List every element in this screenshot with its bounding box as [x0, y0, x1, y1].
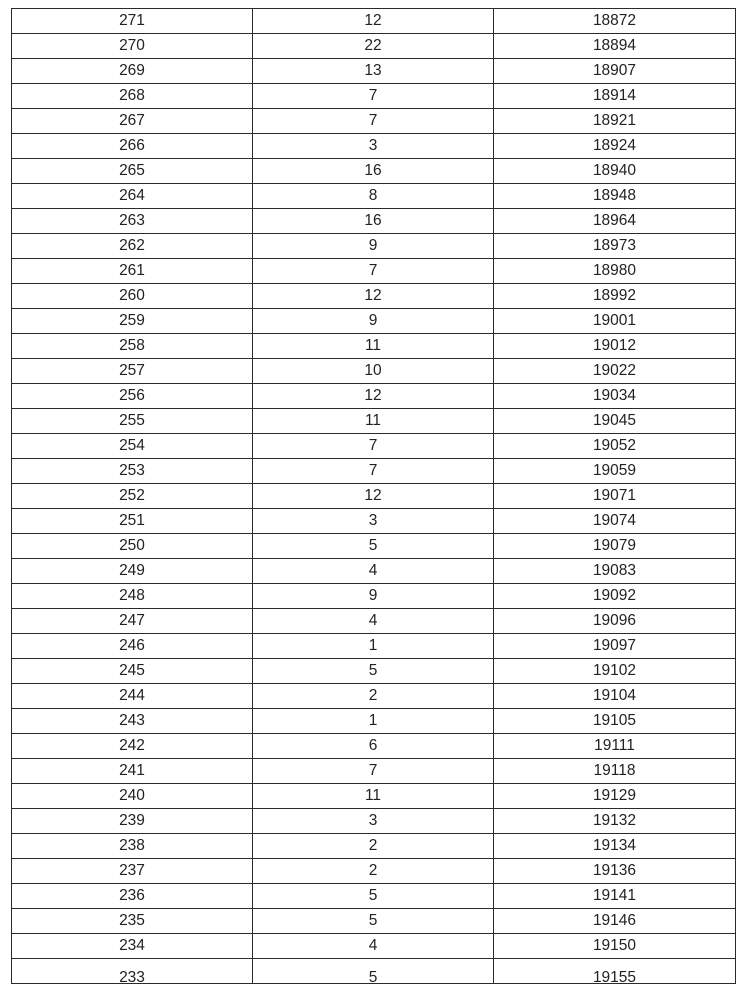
cell-cumulative: 19105	[494, 709, 736, 734]
cell-count: 9	[253, 309, 494, 334]
table-row	[12, 409, 736, 434]
cell-score: 250	[12, 534, 253, 559]
table-row	[12, 259, 736, 284]
cell-cumulative: 19001	[494, 309, 736, 334]
table-row	[12, 859, 736, 884]
cell-count: 13	[253, 59, 494, 84]
table-row	[12, 784, 736, 809]
cell-count: 2	[253, 859, 494, 884]
cell-cumulative: 19079	[494, 534, 736, 559]
cell-cumulative: 19134	[494, 834, 736, 859]
table-row	[12, 584, 736, 609]
table-row	[12, 734, 736, 759]
cell-score: 268	[12, 84, 253, 109]
table-row-partial	[12, 959, 736, 984]
cell-score: 253	[12, 459, 253, 484]
cell-cumulative: 19092	[494, 584, 736, 609]
cell-score: 271	[12, 9, 253, 34]
table-row	[12, 809, 736, 834]
cell-score: 264	[12, 184, 253, 209]
cell-cumulative: 18992	[494, 284, 736, 309]
table-row	[12, 684, 736, 709]
cell-cumulative: 19012	[494, 334, 736, 359]
cell-cumulative: 18964	[494, 209, 736, 234]
cell-score: 256	[12, 384, 253, 409]
cell-score: 266	[12, 134, 253, 159]
table-row	[12, 559, 736, 584]
cell-score: 238	[12, 834, 253, 859]
cell-score: 247	[12, 609, 253, 634]
cell-cumulative: 19083	[494, 559, 736, 584]
table-body	[12, 9, 736, 984]
cell-count: 8	[253, 184, 494, 209]
cell-score: 265	[12, 159, 253, 184]
cell-score: 246	[12, 634, 253, 659]
cell-count: 4	[253, 609, 494, 634]
table-row	[12, 909, 736, 934]
table-row	[12, 659, 736, 684]
cell-cumulative: 19146	[494, 909, 736, 934]
cell-cumulative: 19102	[494, 659, 736, 684]
cell-count: 7	[253, 434, 494, 459]
cell-cumulative: 18980	[494, 259, 736, 284]
cell-score: 245	[12, 659, 253, 684]
cell-score: 270	[12, 34, 253, 59]
cell-score: 248	[12, 584, 253, 609]
cell-count: 11	[253, 784, 494, 809]
table-row	[12, 609, 736, 634]
cell-count: 12	[253, 284, 494, 309]
cell-count: 10	[253, 359, 494, 384]
cell-score: 267	[12, 109, 253, 134]
cell-count: 9	[253, 234, 494, 259]
cell-score: 237	[12, 859, 253, 884]
cell-cumulative: 19118	[494, 759, 736, 784]
cell-score: 241	[12, 759, 253, 784]
cell-score: 259	[12, 309, 253, 334]
table-row	[12, 434, 736, 459]
cell-count: 2	[253, 834, 494, 859]
table-row	[12, 34, 736, 59]
table-row	[12, 709, 736, 734]
cell-score: 261	[12, 259, 253, 284]
cell-count: 3	[253, 809, 494, 834]
cell-score: 235	[12, 909, 253, 934]
cell-count: 1	[253, 709, 494, 734]
table-row	[12, 834, 736, 859]
cell-cumulative: 19141	[494, 884, 736, 909]
cell-score: 257	[12, 359, 253, 384]
table-row	[12, 284, 736, 309]
cell-cumulative: 19022	[494, 359, 736, 384]
cell-count: 16	[253, 209, 494, 234]
table-row	[12, 159, 736, 184]
cell-count: 16	[253, 159, 494, 184]
cell-count: 7	[253, 84, 494, 109]
table-row	[12, 84, 736, 109]
cell-score: 251	[12, 509, 253, 534]
cell-cumulative: 19052	[494, 434, 736, 459]
cell-score: 234	[12, 934, 253, 959]
cell-score: 263	[12, 209, 253, 234]
cell-cumulative: 18973	[494, 234, 736, 259]
cell-cumulative: 19155	[494, 959, 736, 984]
cell-count: 9	[253, 584, 494, 609]
cell-count: 3	[253, 134, 494, 159]
cell-score: 242	[12, 734, 253, 759]
cell-cumulative: 19045	[494, 409, 736, 434]
cell-count: 3	[253, 509, 494, 534]
cell-score: 254	[12, 434, 253, 459]
cell-count: 6	[253, 734, 494, 759]
table-row	[12, 634, 736, 659]
cell-score: 249	[12, 559, 253, 584]
cell-cumulative: 18940	[494, 159, 736, 184]
cell-cumulative: 19136	[494, 859, 736, 884]
table-row	[12, 759, 736, 784]
cell-cumulative: 18914	[494, 84, 736, 109]
cell-count: 5	[253, 659, 494, 684]
cell-count: 5	[253, 884, 494, 909]
table-row	[12, 934, 736, 959]
cell-count: 5	[253, 909, 494, 934]
cell-count: 4	[253, 934, 494, 959]
cell-score: 269	[12, 59, 253, 84]
table-row	[12, 109, 736, 134]
cell-count: 7	[253, 759, 494, 784]
cell-score: 252	[12, 484, 253, 509]
cell-count: 22	[253, 34, 494, 59]
cell-count: 5	[253, 959, 494, 984]
cell-cumulative: 19132	[494, 809, 736, 834]
cell-count: 12	[253, 9, 494, 34]
table-row	[12, 884, 736, 909]
score-distribution-sheet	[11, 8, 735, 984]
table-row	[12, 459, 736, 484]
cell-cumulative: 19111	[494, 734, 736, 759]
cell-cumulative: 19150	[494, 934, 736, 959]
cell-cumulative: 19059	[494, 459, 736, 484]
cell-score: 262	[12, 234, 253, 259]
cell-cumulative: 18921	[494, 109, 736, 134]
cell-cumulative: 19071	[494, 484, 736, 509]
table-row	[12, 234, 736, 259]
cell-cumulative: 18872	[494, 9, 736, 34]
table-row	[12, 484, 736, 509]
cell-count: 12	[253, 384, 494, 409]
table-row	[12, 134, 736, 159]
table-row	[12, 309, 736, 334]
cell-score: 233	[12, 959, 253, 984]
cell-cumulative: 19104	[494, 684, 736, 709]
table-row	[12, 534, 736, 559]
table-row	[12, 384, 736, 409]
cell-cumulative: 18894	[494, 34, 736, 59]
cell-count: 7	[253, 109, 494, 134]
cell-count: 7	[253, 259, 494, 284]
cell-count: 4	[253, 559, 494, 584]
cell-score: 258	[12, 334, 253, 359]
table-row	[12, 184, 736, 209]
cell-cumulative: 19096	[494, 609, 736, 634]
cell-score: 239	[12, 809, 253, 834]
cell-count: 11	[253, 409, 494, 434]
cell-cumulative: 18907	[494, 59, 736, 84]
cell-count: 5	[253, 534, 494, 559]
cell-count: 11	[253, 334, 494, 359]
table-row	[12, 359, 736, 384]
cell-score: 260	[12, 284, 253, 309]
cell-cumulative: 19074	[494, 509, 736, 534]
cell-cumulative: 19034	[494, 384, 736, 409]
table-row	[12, 509, 736, 534]
cell-cumulative: 19097	[494, 634, 736, 659]
cell-score: 240	[12, 784, 253, 809]
cell-count: 2	[253, 684, 494, 709]
cell-score: 243	[12, 709, 253, 734]
cell-cumulative: 19129	[494, 784, 736, 809]
table-row	[12, 334, 736, 359]
cell-score: 244	[12, 684, 253, 709]
table-row	[12, 59, 736, 84]
table-row	[12, 209, 736, 234]
score-distribution-table	[11, 8, 736, 984]
table-row	[12, 9, 736, 34]
cell-score: 236	[12, 884, 253, 909]
cell-cumulative: 18948	[494, 184, 736, 209]
cell-score: 255	[12, 409, 253, 434]
cell-count: 12	[253, 484, 494, 509]
cell-count: 1	[253, 634, 494, 659]
cell-cumulative: 18924	[494, 134, 736, 159]
cell-count: 7	[253, 459, 494, 484]
